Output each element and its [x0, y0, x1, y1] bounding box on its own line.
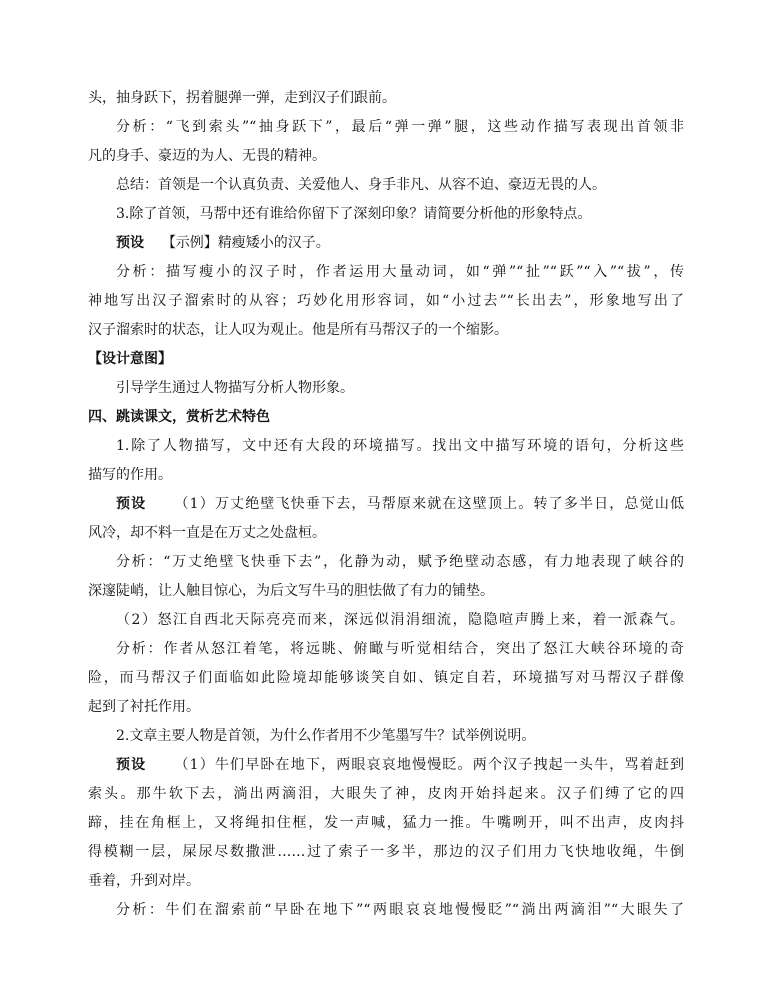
text-line: 风冷，却不料一直是在万丈之处盘桓。: [88, 525, 326, 541]
section-heading-four: 四、跳读课文，赏析艺术特色: [88, 409, 270, 425]
text-line: 总结：首领是一个认真负责、关爱他人、身手非凡、从容不迫、豪迈无畏的人。: [116, 177, 606, 193]
text-line: 深邃陡峭，让人触目惊心，为后文写牛马的胆怯做了有力的铺垫。: [88, 583, 494, 599]
text-line: 分析：作者从怒江着笔，将远眺、俯瞰与听觉相结合，突出了怒江大峡谷环境的奇: [116, 641, 684, 657]
preset-text: （1）万丈绝壁飞快垂下去，马帮原来就在这壁顶上。转了多半日，总觉山低: [174, 496, 684, 512]
text-line: 索头。那牛软下去，淌出两滴泪，大眼失了神，皮肉开始抖起来。汉子们缚了它的四: [88, 786, 684, 802]
text-line: 汉子溜索时的状态，让人叹为观止。他是所有马帮汉子的一个缩影。: [88, 322, 508, 338]
text-line: 凡的身手、豪迈的为人、无畏的精神。: [88, 148, 326, 164]
text-line: 分析：“万丈绝壁飞快垂下去”，化静为动，赋予绝壁动态感，有力地表现了峡谷的: [116, 554, 684, 570]
text-line: （2）怒江自西北天际亮亮而来，深远似涓涓细流，隐隐喧声腾上来，着一派森气。: [116, 612, 684, 628]
text-line: 起到了衬托作用。: [88, 699, 200, 715]
text-line: 描写的作用。: [88, 467, 172, 483]
text-line: 头，抽身跃下，拐着腿弹一弹，走到汉子们跟前。: [88, 90, 396, 106]
text-line: 3.除了首领，马帮中还有谁给你留下了深刻印象？请简要分析他的形象特点。: [116, 206, 592, 222]
text-line: 引导学生通过人物描写分析人物形象。: [116, 380, 354, 396]
preset-line: [88, 751, 684, 780]
text-line: 垂着，升到对岸。: [88, 873, 200, 889]
preset-label: 预设: [116, 757, 147, 773]
text-line: 蹄，挂在角框上，又将绳扣住框，发一声喊，猛力一推。牛嘴咧开，叫不出声，皮肉抖: [88, 815, 684, 831]
preset-text: （1）牛们早卧在地下，两眼哀哀地慢慢眨。两个汉子拽起一头牛，骂着赶到: [174, 757, 684, 773]
document-body: [88, 84, 684, 925]
text-line: 分析：牛们在溜索前“早卧在地下”“两眼哀哀地慢慢眨”“淌出两滴泪”“大眼失了: [116, 902, 684, 918]
text-line: 险，而马帮汉子们面临如此险境却能够谈笑自如、镇定自若，环境描写对马帮汉子群像: [88, 670, 684, 686]
section-heading-design-intent: 【设计意图】: [88, 351, 172, 367]
text-line: 1.除了人物描写，文中还有大段的环境描写。找出文中描写环境的语句，分析这些: [116, 438, 684, 454]
preset-line: [88, 490, 684, 519]
preset-label: 预设: [116, 235, 144, 251]
text-line: 2.文章主要人物是首领，为什么作者用不少笔墨写牛？试举例说明。: [116, 728, 536, 744]
example-label: 【示例】精瘦矮小的汉子。: [161, 235, 330, 251]
text-line: 分析：描写瘦小的汉子时，作者运用大量动词，如“弹”“扯”“跃”“入”“拔”，传: [116, 264, 684, 280]
text-line: 分析：“飞到索头”“抽身跃下”，最后“弹一弹”腿，这些动作描写表现出首领非: [116, 119, 684, 135]
text-line: 得模糊一层，屎尿尽数撒泄……过了索子一多半，那边的汉子们用力飞快地收绳，牛倒: [88, 844, 684, 860]
preset-label: 预设: [116, 496, 147, 512]
text-line: 神地写出汉子溜索时的从容；巧妙化用形容词，如“小过去”“长出去”，形象地写出了: [88, 293, 684, 309]
preset-line: [88, 229, 684, 258]
